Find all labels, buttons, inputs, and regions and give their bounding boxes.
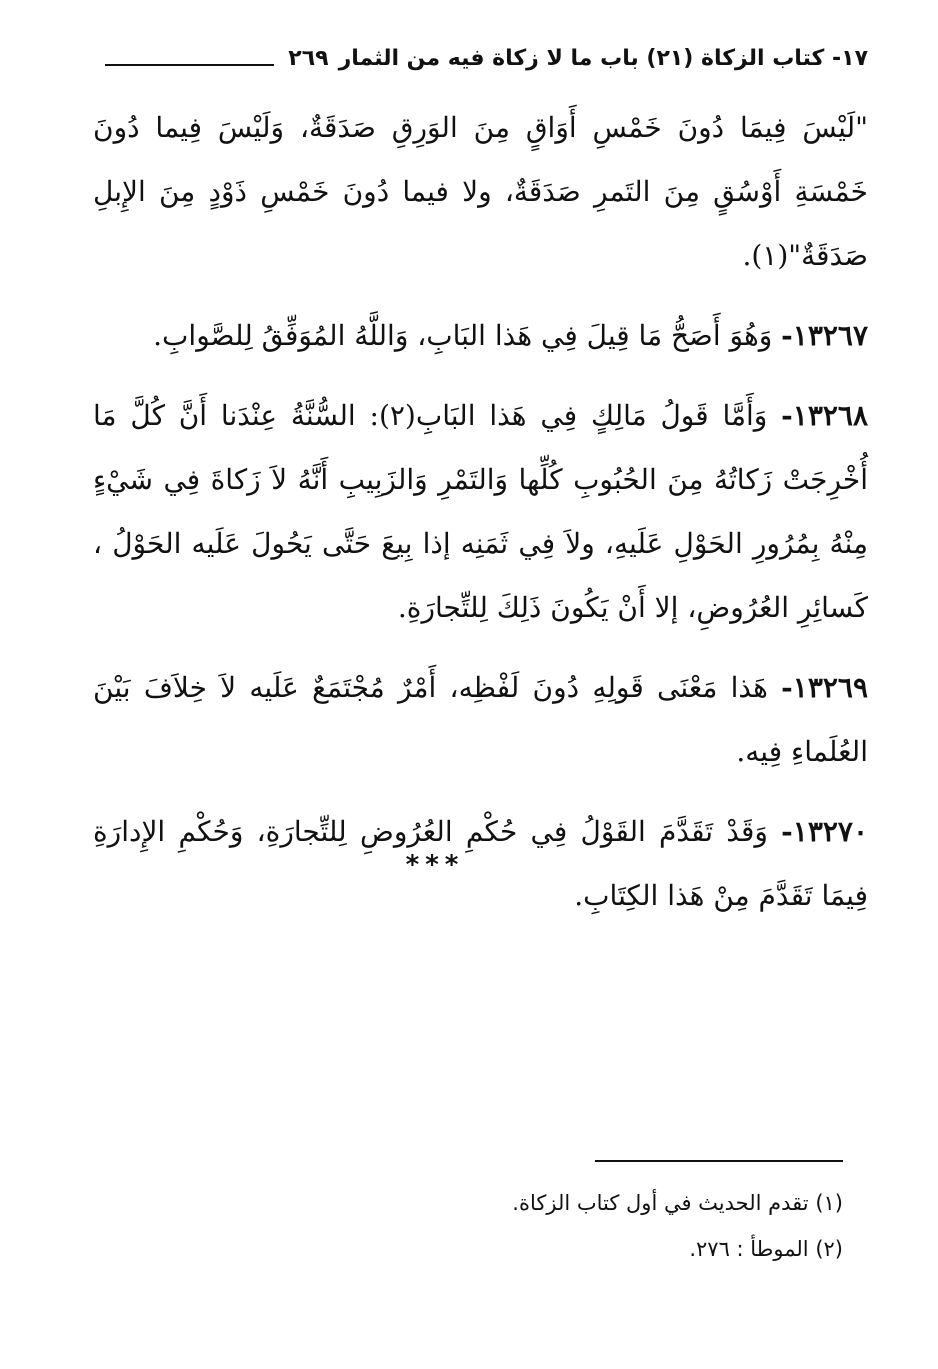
header-page-number: ٢٦٩: [288, 45, 329, 71]
footnote-text: تقدم الحديث في أول كتاب الزكاة.: [512, 1191, 809, 1215]
footnote-text: الموطأ : ٢٧٦.: [689, 1237, 809, 1261]
paragraph-text: هَذا مَعْنَى قَولِهِ دُونَ لَفْظِه، أَمْرٌ مُجْتَمَعٌ عَلَيه لاَ خِلاَفَ بَيْنَ العُلَماءِ فِيه.: [93, 671, 868, 768]
running-header: [105, 28, 868, 72]
paragraph-number: ١٣٢٦٩-: [781, 671, 868, 704]
paragraph-text: "لَيْسَ فِيمَا دُونَ خَمْسِ أَوَاقٍ مِنَ الوَرِقِ صَدَقَةٌ، وَلَيْسَ فِيما دُونَ خَمْسَةِ أَوْسُقٍ مِنَ التَمرِ صَدَقَةٌ، ولا فيما دُونَ خَمْسِ ذَوْدٍ مِنَ الإِبلِ صَدَقَةٌ"(١).: [93, 111, 868, 272]
header-title: ١٧- كتاب الزكاة (٢١) باب ما لا زكاة فيه من الثمار: [338, 45, 868, 71]
paragraph-number: ١٣٢٦٨-: [781, 399, 868, 432]
paragraph-13267: [93, 304, 868, 368]
paragraph-13269: [93, 656, 868, 784]
paragraph-text: وَأَمَّا قَولُ مَالِكٍ فِي هَذا البَابِ(٢): السُّنَّةُ عِنْدَنا أَنَّ كُلَّ مَا أُخْرِجَتْ زَكاتُهُ مِنَ الحُبُوبِ كُلِّها وَالتَمْرِ وَالزَبِيبِ أَنَّهُ لاَ زَكاةَ فِي شَيْءٍ مِنْهُ بِمُرُورِ الحَوْلِ عَلَيهِ، ولاَ فِي ثَمَنِه إذا بِيعَ حَتَّى يَحُولَ عَلَيه الحَوْلُ ، كَسائِرِ العُرُوضِ، إلا أَنْ يَكُونَ ذَلِكَ لِلتِّجارَةِ.: [93, 399, 868, 624]
paragraph-hadith: [93, 96, 868, 288]
footnotes: [143, 1180, 843, 1272]
footnote-1: [143, 1180, 843, 1226]
section-separator: ***: [405, 850, 465, 880]
main-text: [93, 96, 868, 944]
paragraph-13268: [93, 384, 868, 640]
paragraph-number: ١٣٢٧٠-: [781, 815, 868, 848]
paragraph-text: وَهُوَ أَصَحُّ مَا قِيلَ فِي هَذا البَابِ، وَاللَّهُ المُوَفِّقُ لِلصَّوابِ.: [153, 319, 773, 352]
footnote-2: [143, 1226, 843, 1272]
header-rule: [105, 64, 274, 66]
footnote-rule: [595, 1160, 843, 1162]
footnote-marker: (١): [815, 1191, 843, 1215]
footnote-marker: (٢): [815, 1237, 843, 1261]
paragraph-number: ١٣٢٦٧-: [781, 319, 868, 352]
paragraph-text: وَقَدْ تَقَدَّمَ القَوْلُ فِي حُكْمِ العُرُوضِ لِلتِّجارَةِ، وَحُكْمِ الإِدارَةِ فِيمَا تَقَدَّمَ مِنْ هَذا الكِتَابِ.: [93, 815, 868, 912]
